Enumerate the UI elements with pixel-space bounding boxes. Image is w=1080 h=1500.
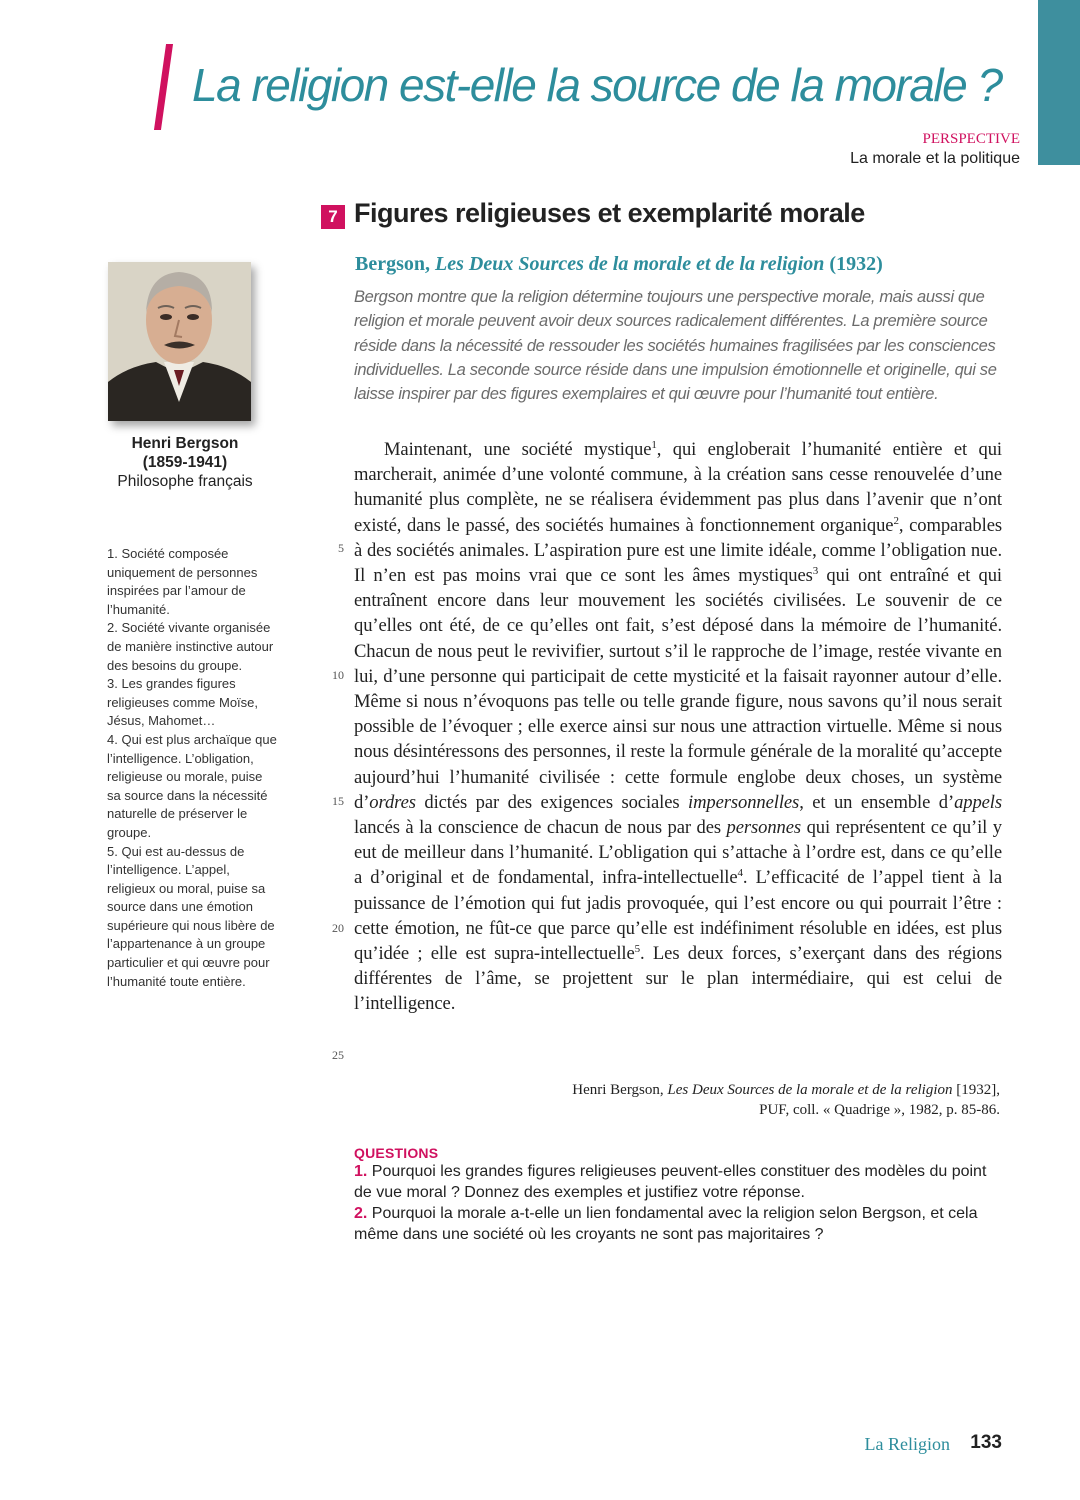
source-line	[355, 253, 883, 276]
portrait-illustration	[108, 262, 251, 421]
intro-paragraph: Bergson montre que la religion détermine toujours une perspective morale, mais aussi que religion et morale peuvent avoir deux sources radicalement différentes. La première source réside dans la nécessité de ressouder les sociétés humaines fragilisées par les consciences individuelles. La seconde source réside dans une impulsion émotionnelle et originelle, qui se laisse inspirer par des figures exemplaires et qui œuvre pour l’humanité tout entière.	[354, 288, 997, 404]
line-number: 25	[332, 1048, 344, 1062]
portrait-role: Philosophe français	[117, 473, 253, 490]
page-title: La religion est-elle la source de la morale ?	[192, 59, 1002, 111]
chapter-side-tab	[1038, 0, 1080, 165]
questions-block	[354, 1145, 994, 1245]
perspective-text: La morale et la politique	[850, 150, 1020, 167]
line-number: 15	[332, 794, 344, 808]
citation-line-1: Henri Bergson, Les Deux Sources de la morale et de la religion [1932],	[572, 1082, 1000, 1098]
footnote-ref-5: 5	[634, 942, 641, 955]
footnote-2: 2. Société vivante organisée de manière instinctive autour des besoins du groupe.	[107, 620, 274, 673]
footnote-4: 4. Qui est plus archaïque que l’intelligence. L’obligation, religieuse ou morale, puise sa source dans la nécessité naturelle de préserver le groupe.	[107, 731, 277, 840]
title-accent-bar	[154, 44, 173, 130]
footnote-ref-2: 2	[893, 514, 899, 527]
portrait-photo	[108, 262, 251, 421]
footnote-ref-3: 3	[812, 564, 819, 577]
source-work: Les Deux Sources de la morale et de la religion	[435, 253, 825, 275]
question-item: 1. Pourquoi les grandes figures religieuses peuvent-elles constituer des modèles du point de vue moral ? Donnez des exemples et justifiez votre réponse.	[354, 1163, 987, 1201]
section-number-badge: 7	[321, 205, 345, 229]
main-paragraph: Maintenant, une société mystique$^1$, qui engloberait l’humanité entière et qui marcherait, animée d’une volonté commune, à la création sans cesse renouvelée d’une humanité plus complète, ne se réalisera évidemment pas plus dans l’avenir que n’ont existé, dans le passé, des sociétés humaines à fonctionnement organique$^2$, comparables à des sociétés animales. L’aspiration pure est une limite idéale, comme l’obligation nue. Il n’en est pas moins vrai que ce sont les âmes mystiques$^3$ qui ont entraîné et qui entraînent encore dans leur mouvement les sociétés civilisées. Le souvenir de ce qu’elles ont été, de ce qu’elles ont fait, s’est déposé dans la mémoire de l’humanité. Chacun de nous peut le revivifier, surtout s’il le rapproche de l’image, restée vivante en lui, d’une personne qui participait de cette mysticité et la faisait rayonner autour d’elle. Même si nous n’évoquons pas telle ou telle grande figure, nous savons qu’il nous serait possible de l’évoquer ; elle exerce ainsi sur nous une attraction virtuelle. Même si nous nous désintéressons des personnes, il reste la formule générale de la moralité qu’accepte aujourd’hui l’humanité civilisée : cette formule englobe deux choses, un système d’ordres dictés par des exigences sociales impersonnelles, et un ensemble d’appels lancés à la conscience de chacun de nous par des personnes qui représentent ce qu’il y eut de meilleur dans l’humanité. L’obligation qui s’attache à l’ordre est, dans ce qu’elle a d’original et de fondamental, infra-intellectuelle$^4$. L’efficacité de l’appel tient à la puissance de l’émotion qui fut jadis provoquée, qui l’est encore ou qui pourrait l’être : cette émotion, ne fût-ce que parce qu’elle est indéfiniment résoluble en idées, est plus qu’idée ; elle est supra-intellectuelle$^5$. Les deux forces, s’exerçant dans des régions différentes de l’âme, se projettent sur le plan intermédiaire, qui est celui de l’intelligence.	[354, 438, 1003, 1015]
main-text	[354, 437, 1002, 1017]
footnote-ref-4: 4	[737, 867, 743, 880]
citation-publisher: PUF, coll. « Quadrige », 1982, p. 85-86.	[759, 1102, 1000, 1118]
portrait-name: Henri Bergson	[131, 435, 239, 452]
footnotes-list	[107, 545, 279, 991]
portrait-caption	[92, 434, 278, 491]
footer-chapter-label: La Religion	[864, 1434, 950, 1454]
perspective-label: PERSPECTIVE	[922, 131, 1020, 147]
source-author: Bergson,	[355, 253, 430, 275]
footnote-ref-1: 1	[651, 438, 657, 451]
footnote-3: 3. Les grandes figures religieuses comme Moïse, Jésus, Mahomet…	[107, 676, 258, 729]
question-item: 2. Pourquoi la morale a-t-elle un lien fondamental avec la religion selon Bergson, et cela même dans une société où les croyants ne sont pas majoritaires ?	[354, 1205, 978, 1243]
citation	[500, 1080, 1000, 1120]
line-number: 20	[332, 921, 344, 935]
section-title: Figures religieuses et exemplarité morale	[354, 198, 865, 228]
portrait-dates: (1859-1941)	[142, 454, 228, 471]
page-number: 133	[970, 1432, 1002, 1453]
line-number: 10	[332, 668, 344, 682]
questions-heading: QUESTIONS	[354, 1145, 439, 1161]
source-year: (1932)	[829, 253, 883, 275]
footnote-5: 5. Qui est au-dessus de l’intelligence. L’appel, religieux ou moral, puise sa source dans une émotion supérieure qui nous libère de l’appartenance à un groupe particulier et qui œuvre pour l’humanité toute entière.	[107, 843, 275, 989]
line-number: 5	[338, 541, 344, 555]
footnote-1: 1. Société composée uniquement de personnes inspirées par l’amour de l’humanité.	[107, 546, 258, 617]
